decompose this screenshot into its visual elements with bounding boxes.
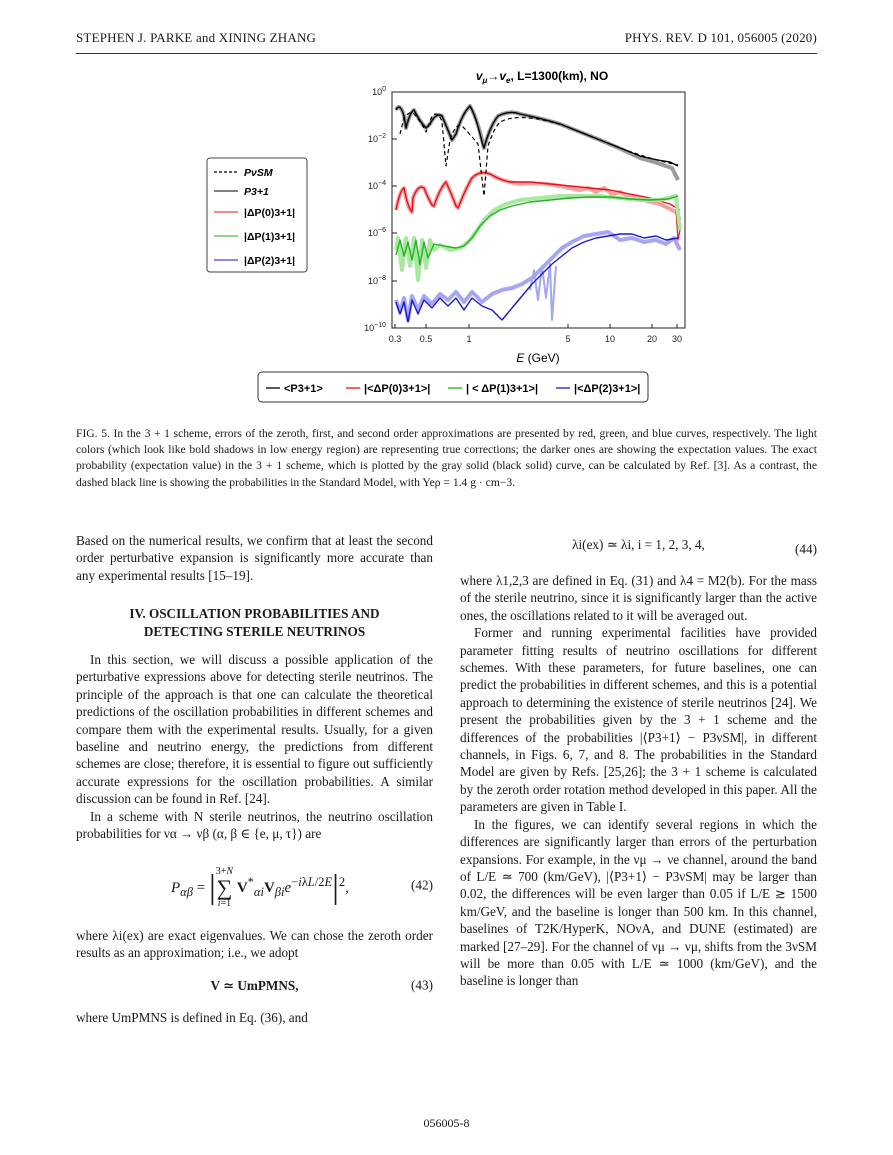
paragraph: In the figures, we can identify several regions in which the differences are significantly larger than errors of the perturbation expansions. For example, in the νμ → νe channel, around the band of L/E ≃ 700 (km/GeV), |⟨P3+1⟩ − P3νSM| may be larger than 0.02, the differences will be even larger than 0.05 if L/E ≳ 1500 km/GeV, and the baseline is longer than 500 km. In this channel, baselines of T2K/HyperK, NOνA, and DUNE (estimated) are marked [27–29]. For the channel of νμ → νμ, shifts from the 3νSM will be more than 0.05 with L/E ≃ 1000 (km/GeV), and the baseline is longer than xyxy=(460,816,817,989)
section-heading-line: IV. OSCILLATION PROBABILITIES AND xyxy=(129,606,380,622)
y-tick xyxy=(372,86,397,97)
legend-bottom-item: | < ΔP(1)3+1>| xyxy=(466,383,539,395)
x-tick xyxy=(466,324,471,344)
section-heading-line: DETECTING STERILE NEUTRINOS xyxy=(143,623,366,639)
legend-left-item: |ΔP(2)3+1| xyxy=(244,255,296,267)
figure-caption: FIG. 5. In the 3 + 1 scheme, errors of the zeroth, first, and second order approximations are presented by red, green, and blue curves, respectively. The light colors (which look like bold shadows in low energy region) are representing true corrections; the darker ones are showing the expectation values. The exact probability (expectation value) in the 3 + 1 scheme, which is plotted by the gray solid (black solid) curve, can be calculated by Ref. [3]. As a contrast, the dashed black line is showing the probabilities in the Standard Model, with Yeρ = 1.4 g · cm−3. xyxy=(76,427,817,489)
equation-44 xyxy=(460,532,817,566)
paragraph: Based on the numerical results, we confirm that at least the second order perturbative expansion is significantly more accurate than any experimental results [15–19]. xyxy=(76,533,433,583)
y-tick xyxy=(368,180,397,191)
legend-left-item: P3+1 xyxy=(244,186,269,198)
y-tick xyxy=(368,275,397,286)
paragraph: where UmPMNS is defined in Eq. (36), and xyxy=(76,1010,308,1026)
svg-text:1: 1 xyxy=(466,334,472,344)
running-header-authors: STEPHEN J. PARKE and XINING ZHANG xyxy=(76,30,317,45)
x-tick xyxy=(420,324,433,344)
svg-text:100: $10^0$ xyxy=(372,86,386,97)
x-tick xyxy=(605,324,615,344)
equation-43 xyxy=(76,967,433,1003)
legend-bottom-item: |<ΔP(0)3+1>| xyxy=(364,383,431,395)
section-heading xyxy=(76,605,433,640)
left-column xyxy=(76,532,433,1027)
svg-text:10−8: $10^{-8}$ xyxy=(368,275,386,286)
equation-number: (43) xyxy=(411,977,433,993)
svg-text:10−4: $10^{-4}$ xyxy=(368,180,386,191)
equation-body: λi(ex) ≃ λi, i = 1, 2, 3, 4, xyxy=(572,537,705,552)
svg-text:10−6: $10^{-6}$ xyxy=(368,227,386,238)
legend-bottom xyxy=(258,372,648,402)
equation-number: (42) xyxy=(411,876,433,892)
equation-number: (44) xyxy=(795,541,817,557)
paragraph: where λi(ex) are exact eigenvalues. We can chose the zeroth order results as an approximation; i.e., we adopt xyxy=(76,927,433,960)
curve-red-dark xyxy=(396,173,680,212)
svg-text:20: 20 xyxy=(646,334,658,344)
x-tick xyxy=(565,324,570,344)
equation-body: V ≃ UmPMNS, xyxy=(210,978,299,994)
legend-bottom-item: |<ΔP(2)3+1>| xyxy=(574,383,641,395)
paragraph: In this section, we will discuss a possible application of the perturbative expressions above for detecting sterile neutrinos. The principle of the approach is that one can calculate the theoretical predictions of the oscillation probabilities in different schemes and compare them with the experimental results. Usually, for a given baseline and neutrino energy, the predictions from different schemes are close; therefore, it is essential to figure out sufficiently accurate expressions for the oscillation probabilities. A similar discussion can be found in Ref. [24]. xyxy=(76,652,433,807)
x-tick xyxy=(647,324,657,344)
y-tick xyxy=(368,133,397,144)
legend-left xyxy=(207,158,307,272)
curve-green-dark xyxy=(396,196,678,265)
curves xyxy=(396,106,680,322)
svg-text:10: 10 xyxy=(604,334,616,344)
x-axis-label: E (GeV) xyxy=(516,351,560,365)
legend-left-item: |ΔP(1)3+1| xyxy=(244,231,296,243)
legend-left-item: PνSM xyxy=(244,167,273,179)
right-column xyxy=(460,532,817,990)
x-tick xyxy=(672,324,682,344)
header-rule xyxy=(76,53,817,54)
plot-title: $v_\mu\to v_e$, L=1300(km), NO xyxy=(475,70,609,85)
running-header-journal: PHYS. REV. D 101, 056005 (2020) xyxy=(624,30,817,45)
paragraph: In a scheme with N sterile neutrinos, the neutrino oscillation probabilities for να → νβ (α, β ∈ {e, μ, τ}) are xyxy=(76,808,433,842)
y-tick xyxy=(368,227,397,238)
equation-42: $P_{\alpha\beta} = |3+N$ ∑ i=1 $V^*_{\alpha i}V_{\beta i}e^{-i\lambda L/2E}|^2$, (42) xyxy=(171,865,433,909)
figure-5-plot xyxy=(200,70,700,410)
x-axis xyxy=(389,324,682,344)
svg-text:0.3: 0.3 xyxy=(388,334,402,344)
svg-text:5: 5 xyxy=(565,334,571,344)
legend-bottom-item: <P3+1> xyxy=(284,383,323,395)
legend-left-item: |ΔP(0)3+1| xyxy=(244,207,296,219)
svg-text:30: 30 xyxy=(671,334,683,344)
page-number: 056005-8 xyxy=(423,1116,470,1130)
paragraph: where λ1,2,3 are defined in Eq. (31) and λ4 = M2(b). For the mass of the sterile neutrino, since it is significantly larger than the active ones, the oscillations related to it will be averaged out. xyxy=(460,573,817,623)
figure-5 xyxy=(200,70,700,410)
svg-text:10−2: $10^{-2}$ xyxy=(368,133,386,144)
paragraph: Former and running experimental facilities have provided parameter fitting results of neutrino oscillations for different schemes. With these parameters, for future baselines, one can predict the probabilities in different schemes, and this is a potential approach to determining the existence of sterile neutrinos [24]. We present the probabilities given by the 3 + 1 scheme and the differences of the probabilities |⟨P3+1⟩ − P3νSM|, in different channels, in Figs. 6, 7, and 8. The probabilities in the Standard Model are given by Refs. [25,26]; the 3 + 1 scheme is calculated by the zeroth order rotation method developed in this paper. All the parameters are given in Table I. xyxy=(460,625,817,815)
svg-text:10−10: $10^{-10}$ xyxy=(364,322,386,333)
x-tick xyxy=(389,324,402,344)
svg-text:0.5: 0.5 xyxy=(419,334,433,344)
